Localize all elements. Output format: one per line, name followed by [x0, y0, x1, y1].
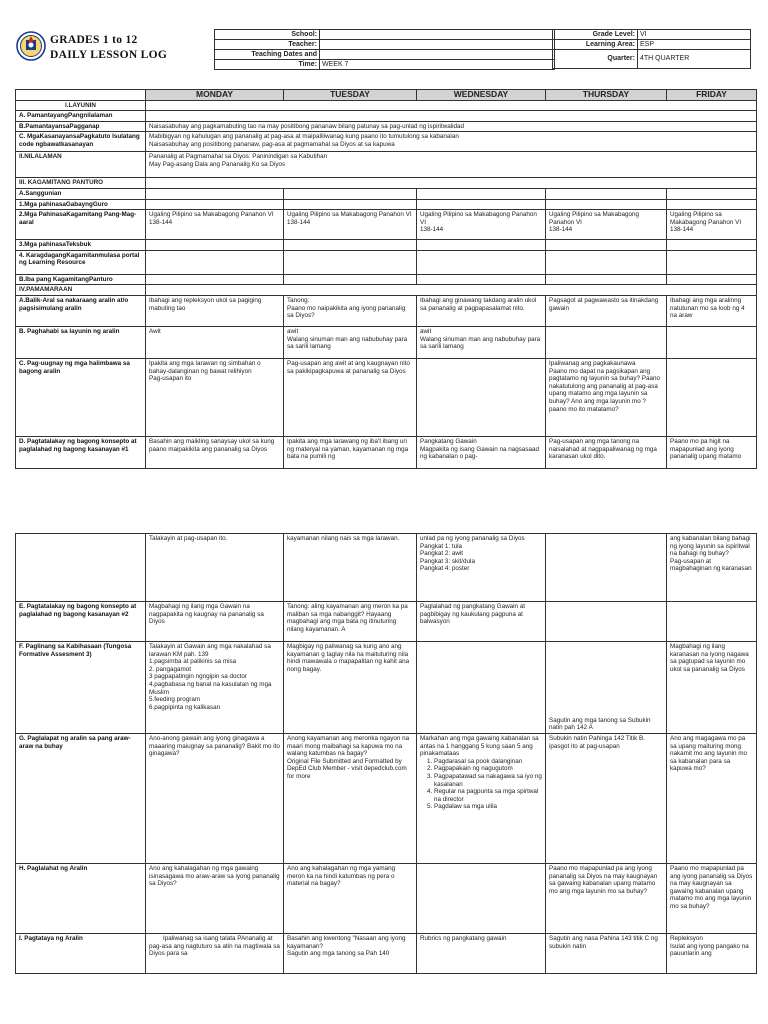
row-d — [16, 436, 757, 468]
g-wed — [417, 734, 546, 864]
i-thu: Sagutin ang nasa Pahina 143 titik C ng subukin natin — [546, 934, 667, 974]
day-header-row — [16, 90, 757, 101]
cell — [16, 534, 146, 602]
f-fri: Magbahagi ng ilang karanasan na iyong nagawa sa pagtupad sa layunin mo ukol sa pananalig sa Diyos — [667, 642, 757, 734]
i-tue: Basahin ang kwentong "Nasaan ang iyong kayamanan? Sagutin ang mga tanong sa Pah 140 — [284, 934, 417, 974]
time-field[interactable]: WEEK 7 — [320, 60, 555, 70]
pag-uugnay-tue: Pag-usapan ang awit at ang kaugnayan nito sa pakikipagkapuwa at pananalig sa Diyos — [284, 358, 417, 436]
teacher-field[interactable] — [320, 40, 555, 50]
row-balik-aral — [16, 295, 757, 326]
kagamitang-fri: Ugaling Pilipino sa Makabagong Panahon VI 138-144 — [667, 210, 757, 240]
row-label-balik-aral: A.Balik-Aral sa nakaraang aralin at/o pagsisimulang aralin — [16, 295, 146, 326]
deped-seal-icon — [16, 31, 46, 61]
d-wed: Pangkatang Gawain Magpakita ng isang Gawain na nagsasaad ng kabanalan o pag- — [417, 436, 546, 468]
row-label-h: H. Paglalahat ng Aralin — [16, 864, 146, 934]
cell — [546, 274, 667, 285]
cell — [667, 240, 757, 251]
row-c — [16, 132, 757, 152]
f-thu: Sagutin ang mga tanong sa Subukin natin pah 142 A — [546, 642, 667, 734]
row-kagamitan — [16, 178, 757, 189]
corner-cell — [16, 90, 146, 101]
title-line-1: GRADES 1 to 12 — [50, 34, 138, 46]
pag-uugnay-mon: Ipakita ang mga larawan ng simbahan o bahay-dalanginan ng bawat relihiyon Pag-usapan ito — [146, 358, 284, 436]
cell — [546, 602, 667, 642]
d-mon-cont: Talakayin at pag-usapan ito. — [146, 534, 284, 602]
cell — [546, 199, 667, 210]
row-label-teksbuk: 3.Mga pahinasaTeksbuk — [16, 240, 146, 251]
cell — [146, 178, 757, 189]
g-thu: Subukin natin Pahinga 142 Titik B. ipasgot ito at pag-usapan — [546, 734, 667, 864]
cell — [417, 642, 546, 734]
row-label-karagdagan: 4. KaragdagangKagamitanmulasa portal ng Learning Resource — [16, 250, 146, 274]
i-mon: Ipaliwanag sa isang talata PAnanalig at pag-asa ang nagtuturo sa atin na magtiwala sa Diyos para sa — [146, 934, 284, 974]
cell — [146, 250, 284, 274]
row-gabay — [16, 199, 757, 210]
row-f — [16, 642, 757, 734]
cell — [284, 199, 417, 210]
cell — [667, 358, 757, 436]
cell — [417, 188, 546, 199]
row-label-d: D. Pagtatalakay ng bagong konsepto at paglalahad ng bagong kasanayan #1 — [16, 436, 146, 468]
d-mon: Basahin ang maikling sanaysay ukol sa kung paano maipakikita ang pananalig sa Diyos — [146, 436, 284, 468]
area-field[interactable]: ESP — [638, 40, 751, 50]
row-label-e: E. Pagtatalakay ng bagong konsepto at paglalahad ng bagong kasanayan #2 — [16, 602, 146, 642]
d-tue: Ipakita ang mga larawang ng iba't ibang uri ng materyal na yaman, kayamanan ng mga bata na pumili ng — [284, 436, 417, 468]
info-table-left — [214, 29, 555, 70]
cell — [284, 188, 417, 199]
h-fri: Paano mo mapapunlad pa ang iyong pananalig sa Diyos na may kaugnayan sa gawaing kabanalan upang matamo mo ang mga layunin mo sa buhay? — [667, 864, 757, 934]
f-mon-list: 1.pagsimba at palikinis sa misa 2. pangagamot 3 pagpapatingin ngngipin sa doctor 4.pagbabasa ng banal na kasulatan ng mga Muslim 5.feeding program 6.pagpipinta ng kalikasan — [149, 658, 272, 711]
school-label: School: — [215, 30, 320, 40]
lesson-grid-page-1 — [15, 89, 757, 469]
row-label-pag-uugnay: C. Pag-uugnay ng mga halimbawa sa bagong aralin — [16, 358, 146, 436]
cell — [284, 250, 417, 274]
cell — [146, 100, 757, 111]
grade-field[interactable]: VI — [638, 30, 751, 40]
f-tue: Magbigay ng paliwanag sa kung ano ang kayamanan g taglay nila na maituturing nila hindi mawawala o mapapalitan ng kahit ana nong bagay. — [284, 642, 417, 734]
pag-uugnay-thu: Ipaliwanag ang pagkakaunawa Paano mo dapat na pagsikapan ang pagtatamo ng layunin sa buhay? Paano nakatutulong ang pananalig at pag-asa upang matamo ang mga layunin sa buhay? Ano ang mga layunin mo ? paano mo ito matatamo? — [546, 358, 667, 436]
kabanalan-activity-list — [420, 758, 542, 811]
quarter-field[interactable]: 4TH QUARTER — [638, 50, 751, 69]
section-nilalaman: II.NILALAMAN — [16, 152, 146, 178]
row-d-continued — [16, 534, 757, 602]
section-layunin: I.LAYUNIN — [16, 100, 146, 111]
row-kagamitang-pang-mag-aaral — [16, 210, 757, 240]
row-label-c: C. MgaKasanayansaPagkatuto Isulatang code ngbawatkasanayan — [16, 132, 146, 152]
cell — [417, 864, 546, 934]
row-label-i: I. Pagtataya ng Aralin — [16, 934, 146, 974]
cell — [667, 199, 757, 210]
d-wed-cont: unlad pa ng iyong pananalig sa Diyos Pangkat 1: tula Pangkat 2: awit Pangkat 3: skit/dula Pangkat 4: poster — [417, 534, 546, 602]
cell — [146, 274, 284, 285]
g-tue: Anong kayamanan ang meronka ngayon na maari mong maibahagi sa kapuwa mo na walang katumbas na bagay? Original File Submitted and Formatted by DepEd Club Member - visit depedclub.com for more — [284, 734, 417, 864]
day-tuesday: TUESDAY — [284, 90, 417, 101]
section-pamamaraan: IV.PAMAMARAAN — [16, 285, 146, 296]
balik-aral-tue: Tanong: Paano mo naipakikita ang iyong pananalig sa Diyos? — [284, 295, 417, 326]
cell — [417, 240, 546, 251]
row-b — [16, 121, 757, 132]
balik-aral-wed: Ibahagi ang ginawang takdang aralin ukol sa pananalig at pagpapasalamat nito. — [417, 295, 546, 326]
g-fri: Ano ang magagawa mo pa sa upang maituring mong nakamit mo ang layunin mo sa kabanalan para sa kapuwa mo? — [667, 734, 757, 864]
time-label: Time: — [215, 60, 320, 70]
cell — [546, 240, 667, 251]
cell — [417, 274, 546, 285]
e-wed: Paglalahad ng pangkatang Gawain at pagbibigay ng kaukulang pagpuna at balwasyon — [417, 602, 546, 642]
f-mon-intro: Talakayin at Gawain ang mga nakalahad sa larawan KM pah. 139 — [149, 643, 271, 658]
quarter-label: Quarter: — [553, 50, 638, 69]
row-h — [16, 864, 757, 934]
row-g — [16, 734, 757, 864]
cell — [417, 199, 546, 210]
row-layunin — [16, 100, 757, 111]
section-kagamitan: III. KAGAMITANG PANTURO — [16, 178, 146, 189]
e-mon: Magbahagi ng ilang mga Gawain na nagpapakita ng kaugnay na pananalig sa Diyos — [146, 602, 284, 642]
list-item: 5. Pagdalaw sa mga ulila — [434, 803, 542, 811]
list-item: 4. Regular na pagpunta sa mga spirtwal na director — [434, 788, 542, 803]
kagamitang-tue: Ugaling Pilipino sa Makabagong Panahon VI 138-144 — [284, 210, 417, 240]
row-pag-uugnay — [16, 358, 757, 436]
cell — [146, 240, 284, 251]
cell — [546, 326, 667, 358]
row-label-iba: B.Iba pang KagamitangPanturo — [16, 274, 146, 285]
h-tue: Ano ang kahalagahan ng mga yamang meron ka na hindi katumbas ng pera o material na bagay? — [284, 864, 417, 934]
kagamitang-thu: Ugaling Pilipino sa Makabagong Panahon VI 138-144 — [546, 210, 667, 240]
school-field[interactable] — [320, 30, 555, 40]
row-label-b: B.PamantayansaPagganap — [16, 121, 146, 132]
cell — [284, 240, 417, 251]
kagamitang-mon: Ugaling Pilipino sa Makabagong Panahon VI 138-144 — [146, 210, 284, 240]
paghahabi-mon: Awit — [146, 326, 284, 358]
cell — [667, 602, 757, 642]
teacher-label: Teacher: — [215, 40, 320, 50]
dates-field[interactable] — [320, 50, 555, 60]
row-label-f: F. Paglinang sa Kabihasaan (Tungosa Formative Assesment 3) — [16, 642, 146, 734]
g-wed-intro: Markahan ang mga gawaing kabanalan sa antas na 1 hanggang 5 kung saan 5 ang pinakamataas — [420, 735, 539, 758]
lesson-grid-page-2 — [15, 533, 757, 974]
h-mon: Ano ang kahalagahan ng mga gawaing isinasagawa mo araw-araw sa iyong pananalig sa Diyos? — [146, 864, 284, 934]
d-tue-cont: kayamanan nilang nais sa mga larawan. — [284, 534, 417, 602]
kasanayan-sa-pagkatuto: Mabibigyan ng kahulugan ang pananalig at pag-asa at maipaliliwanag kung paano ito tumutulong sa kabanalan Naisasabuhay ang positibong pananaw, pag-asa at pagmamahal sa Diyos at sa kapuwa — [146, 132, 757, 152]
cell — [417, 250, 546, 274]
dates-label: Teaching Dates and — [215, 50, 320, 60]
day-thursday: THURSDAY — [546, 90, 667, 101]
d-fri-cont: ang kabanalan bilang bahagi ng iyong layunin sa ispiritwal na bahagi ng buhay? Pag-usapan at magbahaginan ng karanasan — [667, 534, 757, 602]
row-label-a: A. PamantayangPangnilalaman — [16, 111, 146, 122]
list-item: 3. Pagpapatawad sa nakagawa sa iyo ng kasalanan — [434, 773, 542, 788]
nilalaman-content: Pananalig at Pagmamahal sa Diyos: Paninindigan sa Kabutihan May Pag-asang Dala ang Pananalig Ko sa Diyos — [146, 152, 757, 178]
cell — [146, 111, 757, 122]
pamantayan-sa-pagganap: Naisasabuhay ang pagkamabuting tao na may positibong pananaw bilang patunay sa pag-unlad ng ispiritwalidad — [146, 121, 757, 132]
balik-aral-fri: Ibahagi ang mga aralinng natutunan mo sa loob ng 4 na araw — [667, 295, 757, 326]
row-paghahabi — [16, 326, 757, 358]
row-sanggunian — [16, 188, 757, 199]
cell — [667, 274, 757, 285]
cell — [417, 358, 546, 436]
f-mon — [146, 642, 284, 734]
paghahabi-wed: awit Walang sinuman man ang nabubuhay para sa sarili lamang — [417, 326, 546, 358]
g-mon: Ano-anong gawain ang iyong ginagawa a maaaring maiugnay sa pananalig? Bakit mo ito ginagawa? — [146, 734, 284, 864]
kagamitang-wed: Ugaling Pilipino sa Makabagong Panahon VI 138-144 — [417, 210, 546, 240]
day-monday: MONDAY — [146, 90, 284, 101]
i-wed: Rubrics ng pangkatang gawain — [417, 934, 546, 974]
page-one — [0, 0, 768, 470]
row-iba — [16, 274, 757, 285]
page-gap — [0, 470, 768, 528]
cell — [146, 199, 284, 210]
title-line-2: DAILY LESSON LOG — [50, 49, 168, 61]
day-wednesday: WEDNESDAY — [417, 90, 546, 101]
d-thu: Pag-usapan ang mga tanong na naisalahad at nagpapaliwanag ng mga karanasan ukol dito. — [546, 436, 667, 468]
row-teksbuk — [16, 240, 757, 251]
grade-label: Grade Level: — [553, 30, 638, 40]
paghahabi-tue: awit Walang sinuman man ang nabubuhay para sa sarili lamang — [284, 326, 417, 358]
row-label-g: G. Paglalapat ng aralin sa pang araw-araw na buhay — [16, 734, 146, 864]
balik-aral-mon: Ibahagi ang repleksyon ukol sa pagiging mabuting tao — [146, 295, 284, 326]
balik-aral-thu: Pagsagot at pagwawasto sa itinakdang gawain — [546, 295, 667, 326]
cell — [146, 285, 757, 296]
row-label-gabay: 1.Mga pahinasaGabayngGuro — [16, 199, 146, 210]
cell — [146, 188, 284, 199]
i-fri: Repleksyon Isulat ang iyong pangako na pauunlarin ang — [667, 934, 757, 974]
row-nilalaman — [16, 152, 757, 178]
row-pamamaraan — [16, 285, 757, 296]
row-i — [16, 934, 757, 974]
list-item: 1. Pagdarasal sa pook dalanginan — [434, 758, 542, 766]
area-label: Learning Area: — [553, 40, 638, 50]
list-item: 2. Pagpapakain ng nagugutom — [434, 765, 542, 773]
row-label-kagamitang: 2.Mga PahinasaKagamitang Pang-Mag-aaral — [16, 210, 146, 240]
row-e — [16, 602, 757, 642]
cell — [546, 188, 667, 199]
cell — [546, 250, 667, 274]
cell — [667, 326, 757, 358]
document-title — [50, 33, 167, 63]
d-fri: Paano mo pa higit na mapapunlad ang iyong pananalig upang matamo — [667, 436, 757, 468]
h-thu: Paano mo mapapunlad pa ang iyong pananalig sa Diyos na may kaugnayan sa gawaing kabanalan upang matamo mo ang mga layunin mo sa buhay? — [546, 864, 667, 934]
row-karagdagan — [16, 250, 757, 274]
info-table-right — [552, 29, 751, 69]
cell — [667, 250, 757, 274]
cell — [667, 188, 757, 199]
row-label-sanggunian: A.Sanggunian — [16, 188, 146, 199]
row-label-paghahabi: B. Paghahabi sa layunin ng aralin — [16, 326, 146, 358]
cell — [546, 534, 667, 602]
row-a — [16, 111, 757, 122]
page-two — [0, 528, 768, 1024]
e-tue: Tanong: aling kayamanan ang meron ka pa maliban sa mga nabanggit? Hayaang magbahagi ang mga bata ng itinuturing nilang kayamanan. A — [284, 602, 417, 642]
day-friday: FRIDAY — [667, 90, 757, 101]
cell — [284, 274, 417, 285]
